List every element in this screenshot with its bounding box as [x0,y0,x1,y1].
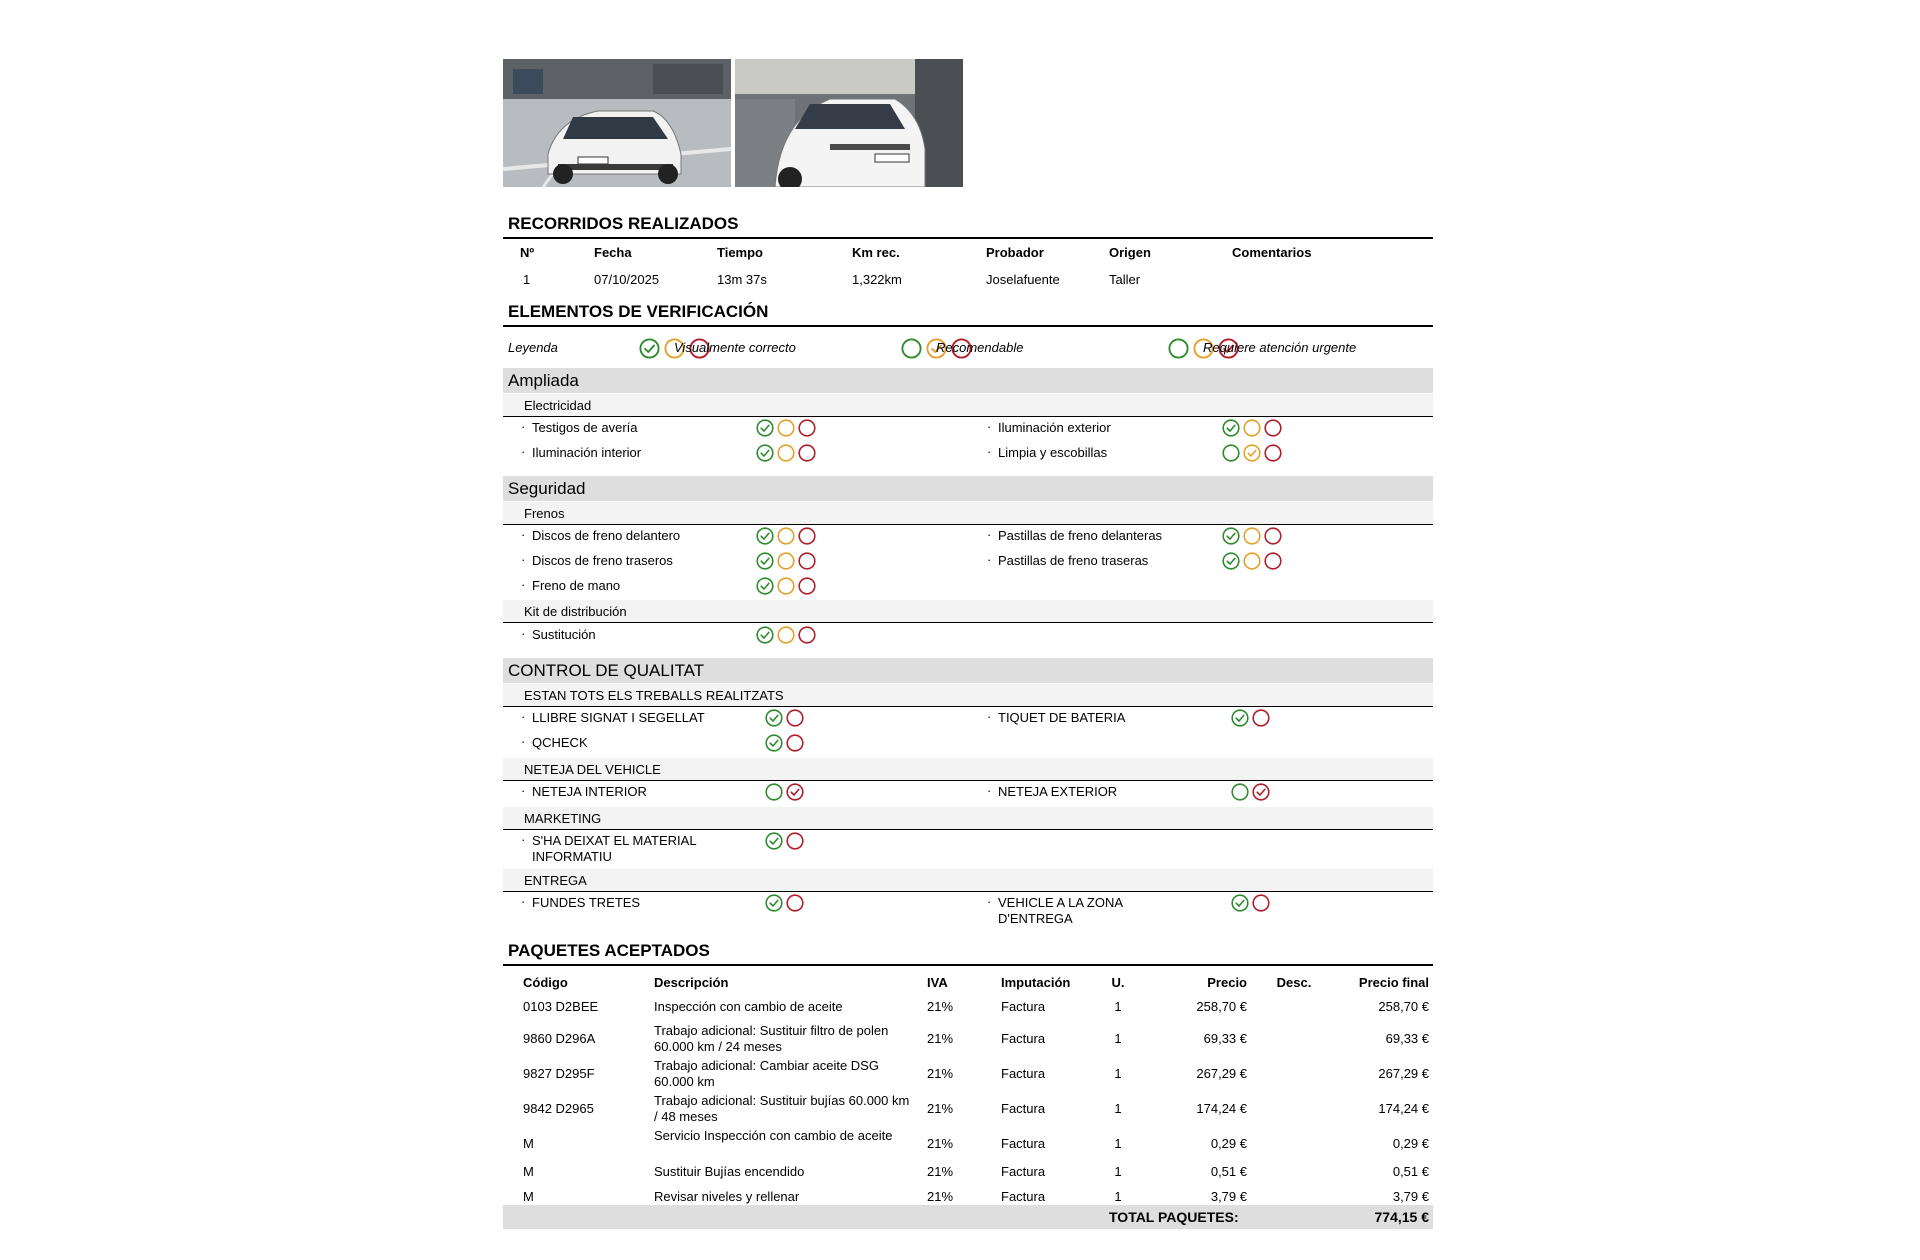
bullet: · [987,527,992,542]
description-cell: Servicio Inspección con cambio de aceite [654,1128,893,1143]
check-item-label: · Pastillas de freno delanteras [987,527,1163,543]
table-cell: 1 [1114,1101,1122,1116]
table-cell: 267,29 € [1378,1066,1429,1081]
check-ok-icon[interactable] [1222,527,1240,545]
table-cell: 21% [927,1101,954,1116]
check-item-label: · QCHECK [521,734,588,750]
check-recommended-icon[interactable] [1243,552,1261,570]
subgroup-header [503,684,1433,707]
column-header: U. [1111,975,1125,990]
bullet: · [987,552,992,567]
description-cell: Inspección con cambio de aceite [654,999,843,1014]
check-ok-icon[interactable] [1231,783,1249,801]
subgroup-header [503,394,1433,417]
status-icons[interactable] [756,444,816,462]
check-item-label: · Pastillas de freno traseras [987,552,1149,568]
subgroup-header [503,758,1433,781]
check-item-label: · VEHICLE A LA ZONA D'ENTREGA [987,894,1123,926]
check-item-label: · Iluminación exterior [987,419,1111,435]
check-item-label: · Discos de freno delantero [521,527,681,543]
column-header: Desc. [1276,975,1312,990]
check-no-icon[interactable] [786,783,804,801]
table-cell: 174,24 € [1378,1101,1429,1116]
check-item-label: · TIQUET DE BATERIA [987,709,1126,725]
table-cell: M [523,1189,534,1204]
check-no-icon[interactable] [786,894,804,912]
table-cell: 1,322km [852,272,902,287]
check-item-label: · FUNDES TRETES [521,894,641,910]
check-urgent-icon[interactable] [798,552,816,570]
table-cell: 267,29 € [1196,1066,1247,1081]
bullet: · [521,552,526,567]
status-icons[interactable] [1231,783,1270,801]
check-recommended-icon[interactable] [1243,444,1261,462]
table-cell: 1 [1114,1164,1122,1179]
column-header: Nº [520,245,535,260]
status-icons[interactable] [765,832,804,850]
check-urgent-icon[interactable] [1264,419,1282,437]
status-icons[interactable] [1222,527,1282,545]
status-icons[interactable] [756,527,816,545]
check-no-icon[interactable] [786,832,804,850]
check-no-icon[interactable] [786,734,804,752]
table-cell: 07/10/2025 [594,272,660,287]
bullet: · [521,527,526,542]
check-recommended-icon[interactable] [777,419,795,437]
table-cell: 0,29 € [1392,1136,1429,1151]
status-icons[interactable] [756,626,816,644]
table-cell: Factura [1001,1066,1046,1081]
subgroup-header [503,502,1433,525]
verificacion-title: ELEMENTOS DE VERIFICACIÓN [508,302,769,321]
check-item-label: · NETEJA INTERIOR [521,783,647,799]
table-cell: 21% [927,1136,954,1151]
group-name: Seguridad [508,479,586,498]
table-cell: 3,79 € [1392,1189,1429,1204]
table-cell: 13m 37s [717,272,767,287]
divider [503,237,1433,239]
divider [503,964,1433,966]
table-cell: 0,51 € [1392,1164,1429,1179]
table-cell: Factura [1001,999,1046,1014]
recorridos-title: RECORRIDOS REALIZADOS [508,214,739,233]
table-cell: 9860 D296A [523,1031,596,1046]
check-ok-icon [639,338,660,359]
bullet: · [521,709,526,724]
table-cell: 1 [1114,1136,1122,1151]
check-recommended-icon[interactable] [777,552,795,570]
check-recommended-icon[interactable] [777,444,795,462]
status-icons[interactable] [756,419,816,437]
check-item-label: · Limpia y escobillas [987,444,1108,460]
bullet: · [521,734,526,749]
check-no-icon[interactable] [786,709,804,727]
check-ok-icon [901,338,922,359]
check-urgent-icon[interactable] [798,626,816,644]
bullet: · [987,894,992,909]
check-urgent-icon[interactable] [1264,527,1282,545]
check-ok-icon[interactable] [765,894,783,912]
group-header [503,476,1433,501]
bullet: · [987,783,992,798]
check-no-icon[interactable] [1252,709,1270,727]
check-no-icon[interactable] [1252,894,1270,912]
table-cell: 0,29 € [1210,1136,1247,1151]
table-cell: 21% [927,1189,954,1204]
table-cell: 1 [1114,1189,1122,1204]
bullet: · [987,419,992,434]
column-header: Imputación [1001,975,1071,990]
bullet: · [521,832,526,847]
total-value: 774,15 € [1374,1209,1429,1225]
legend-label: Leyenda [508,340,558,355]
table-cell: 3,79 € [1210,1189,1247,1204]
column-header: Precio [1207,975,1247,990]
description-cell: Trabajo adicional: Sustituir filtro de polen 60.000 km / 24 meses [654,1023,889,1054]
check-recommended-icon[interactable] [1243,419,1261,437]
group-header [503,368,1433,393]
check-ok-icon[interactable] [765,832,783,850]
description-cell: Trabajo adicional: Cambiar aceite DSG 60.000 km [654,1058,879,1089]
check-ok-icon[interactable] [1231,894,1249,912]
subgroup-name: ESTAN TOTS ELS TREBALLS REALITZATS [524,688,784,703]
check-ok-icon[interactable] [756,527,774,545]
check-recommended-icon[interactable] [777,626,795,644]
check-ok-icon[interactable] [756,626,774,644]
table-cell: Joselafuente [986,272,1060,287]
subgroup-name: MARKETING [524,811,602,826]
bullet: · [521,577,526,592]
vehicle-photos [503,59,963,187]
bullet: · [987,444,992,459]
table-cell: Factura [1001,1164,1046,1179]
check-urgent-icon[interactable] [798,419,816,437]
check-ok-icon [1168,338,1189,359]
table-cell: Factura [1001,1189,1046,1204]
table-cell: 174,24 € [1196,1101,1247,1116]
check-ok-icon[interactable] [1222,419,1240,437]
total-row [503,1205,1433,1229]
subgroup-name: Electricidad [524,398,592,413]
check-recommended-icon[interactable] [1243,527,1261,545]
column-header: Descripción [654,975,729,990]
bullet: · [987,709,992,724]
status-icons[interactable] [765,783,804,801]
status-icons[interactable] [1222,444,1282,462]
status-icons[interactable] [1222,552,1282,570]
subgroup-header [503,600,1433,623]
table-cell: 69,33 € [1203,1031,1247,1046]
status-icons[interactable] [756,577,816,595]
subgroup-header [503,807,1433,830]
subgroup-name: Frenos [524,506,565,521]
table-cell: M [523,1136,534,1151]
check-urgent-icon[interactable] [1264,444,1282,462]
status-icons[interactable] [756,552,816,570]
check-urgent-icon[interactable] [1264,552,1282,570]
description-cell: Trabajo adicional: Sustituir bujías 60.000 km / 48 meses [654,1093,910,1124]
status-icons[interactable] [1231,894,1270,912]
check-urgent-icon[interactable] [798,577,816,595]
check-ok-icon[interactable] [756,577,774,595]
table-cell: 9842 D2965 [523,1101,594,1116]
check-urgent-icon[interactable] [798,527,816,545]
check-recommended-icon[interactable] [777,527,795,545]
table-cell: 258,70 € [1378,999,1429,1014]
bullet: · [521,419,526,434]
table-cell: M [523,1164,534,1179]
check-ok-icon[interactable] [765,709,783,727]
table-cell: 1 [523,272,531,287]
bullet: · [521,783,526,798]
table-cell: Factura [1001,1136,1046,1151]
subgroup-name: NETEJA DEL VEHICLE [524,762,661,777]
check-ok-icon[interactable] [756,444,774,462]
check-item-label: · NETEJA EXTERIOR [987,783,1118,799]
group-header [503,658,1433,683]
column-header: IVA [927,975,948,990]
bullet: · [521,894,526,909]
table-cell: 21% [927,1031,954,1046]
table-cell: 21% [927,1066,954,1081]
bullet: · [521,626,526,641]
group-name: CONTROL DE QUALITAT [508,661,705,680]
check-item-label: · LLIBRE SIGNAT I SEGELLAT [521,709,705,725]
bullet: · [521,444,526,459]
legend-ok-text: Visualmente correcto [674,340,796,355]
column-header: Precio final [1358,975,1429,990]
column-header: Probador [986,245,1044,260]
vehicle-photo[interactable] [503,59,731,187]
table-cell: 21% [927,1164,954,1179]
status-icons[interactable] [765,709,804,727]
subgroup-name: ENTREGA [524,873,587,888]
description-cell: Revisar niveles y rellenar [654,1189,800,1204]
column-header: Comentarios [1232,245,1312,260]
check-item-label: · S'HA DEIXAT EL MATERIAL INFORMATIU [521,832,697,864]
check-item-label: · Testigos de avería [521,419,638,435]
table-cell: 69,33 € [1385,1031,1429,1046]
check-item-label: · Iluminación interior [521,444,642,460]
column-header: Km rec. [852,245,900,260]
status-icons[interactable] [765,894,804,912]
column-header: Tiempo [717,245,763,260]
table-cell: 1 [1114,1031,1122,1046]
column-header: Fecha [594,245,632,260]
table-cell: 9827 D295F [523,1066,595,1081]
total-label: TOTAL PAQUETES: [1109,1209,1239,1225]
table-cell: 1 [1114,999,1122,1014]
table-cell: 0,51 € [1210,1164,1247,1179]
check-item-label: · Sustitución [521,626,596,642]
table-cell: 0103 D2BEE [523,999,599,1014]
check-ok-icon[interactable] [756,552,774,570]
column-header: Origen [1109,245,1151,260]
legend-urgent-text: Requiere atención urgente [1203,340,1357,355]
status-icons[interactable] [1222,419,1282,437]
table-cell: Factura [1001,1101,1046,1116]
check-ok-icon[interactable] [756,419,774,437]
table-cell: 21% [927,999,954,1014]
paquetes-title: PAQUETES ACEPTADOS [508,941,710,960]
vehicle-photo[interactable] [735,59,963,187]
check-item-label: · Discos de freno traseros [521,552,673,568]
subgroup-header [503,869,1433,892]
legend-recommended-text: Recomendable [936,340,1024,355]
group-name: Ampliada [508,371,579,390]
inspection-report-page [503,0,1433,1260]
check-item-label: · Freno de mano [521,577,621,593]
table-cell: 1 [1114,1066,1122,1081]
check-urgent-icon[interactable] [798,444,816,462]
subgroup-name: Kit de distribución [524,604,627,619]
status-icons[interactable] [765,734,804,752]
column-header: Código [523,975,568,990]
check-ok-icon[interactable] [1222,552,1240,570]
check-ok-icon[interactable] [1222,444,1240,462]
check-ok-icon[interactable] [1231,709,1249,727]
check-ok-icon[interactable] [765,783,783,801]
check-ok-icon[interactable] [765,734,783,752]
table-cell: 258,70 € [1196,999,1247,1014]
divider [503,325,1433,327]
table-cell: Taller [1109,272,1141,287]
status-icons[interactable] [1231,709,1270,727]
description-cell: Sustituir Bujías encendido [654,1164,805,1179]
table-cell: Factura [1001,1031,1046,1046]
check-recommended-icon[interactable] [777,577,795,595]
check-no-icon[interactable] [1252,783,1270,801]
